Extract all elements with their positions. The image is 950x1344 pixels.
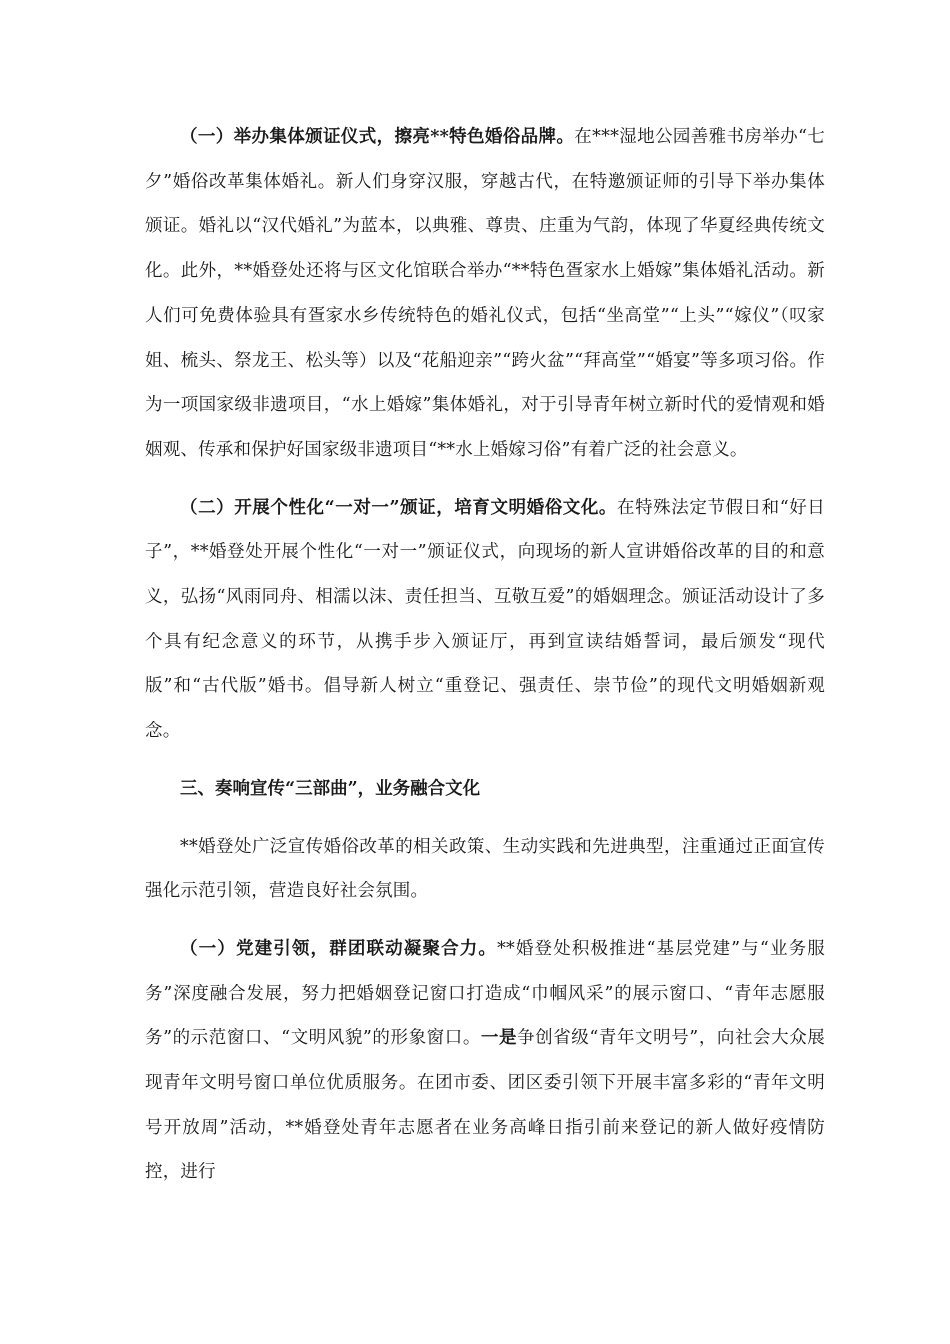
paragraph-one-on-one-ceremony bbox=[145, 486, 825, 754]
paragraph-gap bbox=[145, 914, 825, 927]
paragraph-lead: （一）举办集体颁证仪式，擦亮**特色婚俗品牌。 bbox=[180, 127, 575, 147]
paragraph-lead: （一）党建引领，群团联动凝聚合力。 bbox=[180, 938, 498, 959]
paragraph-lead: （二）开展个性化“一对一”颁证，培育文明婚俗文化。 bbox=[180, 497, 618, 518]
paragraph-body: 在***湿地公园善雅书房举办“七夕”婚俗改革集体婚礼。新人们身穿汉服，穿越古代，在特邀颁证师的引导下举办集体颁证。婚礼以“汉代婚礼”为蓝本，以典雅、尊贵、庄重为气韵，体现了华夏经典传统文化。此外，**婚登处还将与区文化馆联合举办“**特色疍家水上婚嫁”集体婚礼活动。新人们可免费体验具有疍家水乡传统特色的婚礼仪式，包括“坐高堂”“上头”“嫁仪”（叹家姐、梳头、祭龙王、松头等）以及“花船迎亲”“跨火盆”“拜高堂”“婚宴”等多项习俗。作为一项国家级非遗项目，“水上婚嫁”集体婚礼，对于引导青年树立新时代的爱情观和婚姻观、传承和保护好国家级非遗项目“**水上婚嫁习俗”有着广泛的社会意义。 bbox=[145, 127, 825, 460]
paragraph-gap bbox=[145, 754, 825, 767]
paragraph-gap bbox=[145, 473, 825, 486]
paragraph-body: **婚登处积极推进“基层党建”与“业务服务”深度融合发展，努力把婚姻登记窗口打造成“巾帼风采”的展示窗口、“青年志愿服务”的示范窗口、“文明风貌”的形象窗口。 bbox=[145, 938, 826, 1049]
paragraph-emphasis: 一是 bbox=[480, 1028, 518, 1049]
section-heading: 三、奏响宣传“三部曲”，业务融合文化 bbox=[180, 778, 481, 799]
paragraph-party-building bbox=[145, 927, 825, 1195]
document-page bbox=[145, 115, 825, 1195]
paragraph-body: 争创省级“青年文明号”，向社会大众展现青年文明号窗口单位优质服务。在团市委、团区委引领下开展丰富多彩的“青年文明号开放周”活动，**婚登处青年志愿者在业务高峰日指引前来登记的新人做好疫情防控，进行 bbox=[145, 1028, 825, 1183]
paragraph-collective-ceremony bbox=[145, 115, 825, 473]
paragraph-publicity-intro bbox=[145, 825, 825, 914]
paragraph-body: **婚登处广泛宣传婚俗改革的相关政策、生动实践和先进典型，注重通过正面宣传强化示范引领，营造良好社会氛围。 bbox=[145, 836, 825, 902]
paragraph-gap bbox=[145, 812, 825, 825]
paragraph-body: 在特殊法定节假日和“好日子”，**婚登处开展个性化“一对一”颁证仪式，向现场的新人宣讲婚俗改革的目的和意义，弘扬“风雨同舟、相濡以沫、责任担当、互敬互爱”的婚姻理念。颁证活动设计了多个具有纪念意义的环节，从携手步入颁证厅，再到宣读结婚誓词，最后颁发“现代版”和“古代版”婚书。倡导新人树立“重登记、强责任、崇节俭”的现代文明婚姻新观念。 bbox=[145, 497, 825, 742]
